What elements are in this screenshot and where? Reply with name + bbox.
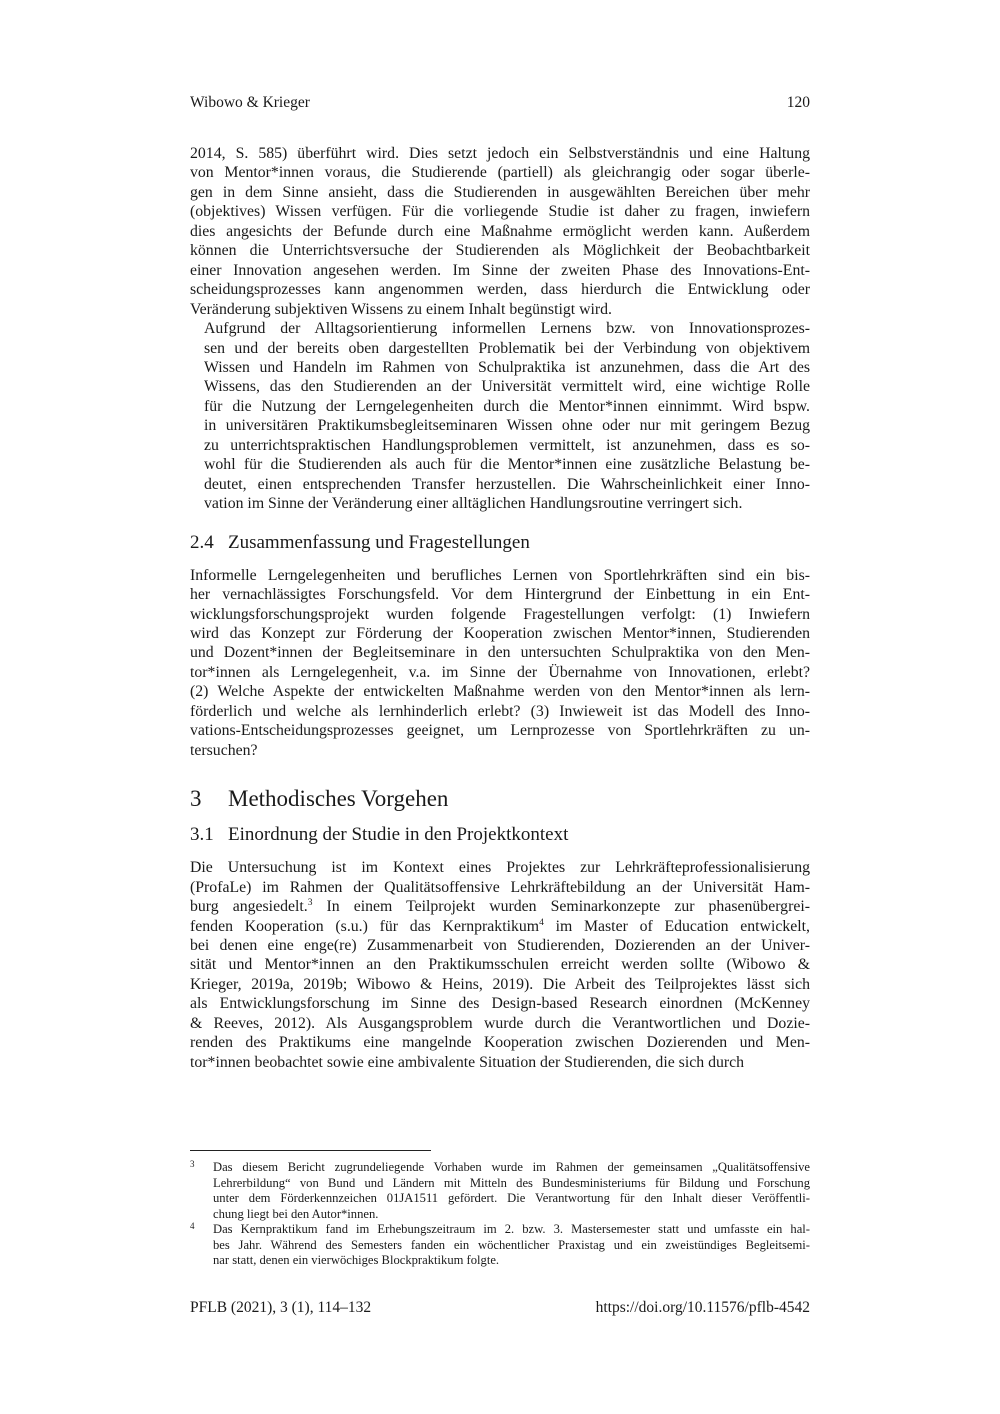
footnote-reference[interactable]: 4 [539,917,544,928]
footnote-4 [190,1222,810,1269]
paragraph [190,858,810,1072]
text-line: und Dozent*innen der Begleitseminare in den untersuchten Schulpraktika von den Men- [190,644,810,662]
text-line: förderlich und welche als lernhinderlich erlebt? (3) Inwieweit ist das Modell des Inno- [190,702,810,720]
text-line: tor*innen beobachtet sowie eine ambivalente Situation der Studierenden, die sich durch [190,1053,745,1071]
text-line: sität und Mentor*innen an den Praktikumsschulen erreicht werden sollte (Wibowo & [190,956,810,974]
text-line: einer Innovation angesehen werden. Im Sinne der zweiten Phase des Innovations-Ent- [190,261,810,279]
text-line: Informelle Lerngelegenheiten und berufliches Lernen von Sportlehrkräften sind ein bis- [190,566,810,584]
text-line: Das diesem Bericht zugrundeliegende Vorhaben wurde im Rahmen der gemeinsamen „Qualitätsoffensive [213,1160,810,1174]
text-line: wicklungsforschungsprojekt wurden folgende Fragestellungen verfolgt: (1) Inwiefern [190,605,810,623]
text-line: Das Kernpraktikum fand im Erhebungszeitraum im 2. bzw. 3. Mastersemester statt und umfasste ein hal- [213,1222,810,1236]
text-line: Die Untersuchung ist im Kontext eines Projektes zur Lehrkräfteprofessionalisierung [190,859,810,877]
footnotes [190,1160,810,1269]
text-line: von Mentor*innen voraus, die Studierende (partiell) als gleichrangig oder sogar überle- [190,164,810,182]
text-line: renden des Praktikums eine mangelnde Kooperation zwischen Dozierenden und Men- [190,1034,810,1052]
text-line: sen und der bereits oben dargestellten Problematik bei der Verbindung von objektivem [204,339,810,357]
text-line: burg angesiedelt.$^3$ In einem Teilprojekt wurden Seminarkonzepte zur phasenübergrei- [190,898,810,916]
text-line: unter dem Förderkennzeichen 01JA1511 gefördert. Die Verantwortung für den Inhalt dieser Veröffentli- [213,1191,810,1205]
text-line: Veränderung subjektiven Wissens zu einem Inhalt begünstigt wird. [190,300,612,318]
text-line: fenden Kooperation (s.u.) für das Kernpraktikum$^4$ im Master of Education entwickelt, [190,917,810,935]
text-line: & Reeves, 2012). Als Ausgangsproblem wurde durch die Verantwortlichen und Dozie- [190,1014,810,1032]
text-line: vation im Sinne der Veränderung einer alltäglichen Handlungsroutine verringert sich. [204,495,743,513]
text-line: dies angesichts der Befunde durch eine Maßnahme ermöglicht werden kann. Außerdem [190,222,810,240]
footnote-separator [190,1150,431,1151]
text-line: Krieger, 2019a, 2019b; Wibowo & Heins, 2019). Die Arbeit des Teilprojektes lässt sich [190,975,810,993]
text-line: können die Unterrichtsversuche der Studierenden als Möglichkeit der Beobachtbarkeit [190,242,810,260]
body-text [190,144,810,1072]
text-line: wird das Konzept zur Förderung der Kooperation zwischen Mentor*innen, Studierenden [190,624,810,642]
text-line: Wissens, das den Studierenden an der Universität vermittelt wird, eine wichtige Rolle [204,378,810,396]
footnote-3 [190,1160,810,1222]
text-line: Aufgrund der Alltagsorientierung informellen Lernens bzw. von Innovationsprozes- [204,320,810,338]
text-line: scheidungsprozesses kann angenommen werden, dass hierdurch die Entwicklung oder [190,281,810,299]
paragraph [190,566,810,761]
text-line: Lehrerbildung“ von Bund und Ländern mit Mitteln des Bundesministeriums für Bildung und Forschung [213,1175,810,1190]
text-line: her vernachlässigtes Forschungsfeld. Vor dem Hintergrund der Einbettung in ein Ent- [190,586,810,604]
text-line: tor*innen als Lerngelegenheit, v.a. im Sinne der Übernahme von Innovationen, erlebt? [190,663,810,681]
section-heading-3-1: 3.1 Einordnung der Studie in den Projektkontext [190,824,569,846]
text-line: tersuchen? [190,741,258,759]
footnote-mark: 3 [190,1159,195,1169]
text-line: gen in dem Sinne ansieht, dass die Studierenden in ausgewählten Bereichen über mehr [190,183,810,201]
doi-link[interactable]: https://doi.org/10.11576/pflb-4542 [595,1299,810,1316]
footnote-mark: 4 [190,1221,195,1231]
footnote-text [213,1222,810,1269]
text-line: Wissen und Handeln im Rahmen von Schulpraktika ist anzunehmen, dass die Art des [204,358,810,376]
text-line: bei denen eine enge(re) Zusammenarbeit von Studierenden, Dozierenden an der Univer- [190,936,810,954]
page-number: 120 [786,94,810,111]
section-heading-2-4: 2.4 Zusammenfassung und Fragestellungen [190,531,530,553]
text-line: nar statt, denen ein vierwöchiges Blockpraktikum folgte. [213,1253,500,1267]
paragraph [190,144,810,319]
text-line: vations-Entscheidungsprozesses geeignet, um Lernprozesse von Sportlehrkräften zu un- [190,722,810,740]
text-line: in universitären Praktikumsbegleitseminaren Wissen ohne oder nur mit geringem Bezug [204,417,810,435]
text-line: für die Nutzung der Lerngelegenheiten durch die Mentor*innen einnimmt. Wird bspw. [204,397,810,415]
text-line: bes Jahr. Während des Semesters fanden ein wöchentlicher Praxistag und ein zweistündiges Begleitsemi- [213,1237,810,1252]
footnote-reference[interactable]: 3 [307,898,313,909]
journal-citation: PFLB (2021), 3 (1), 114–132 [190,1299,372,1316]
text-line: chung liegt bei den Autor*innen. [213,1206,379,1221]
header-authors: Wibowo & Krieger [190,94,310,111]
text-line: wohl für die Studierenden als auch für die Mentor*innen eine zusätzliche Belastung be- [204,456,810,474]
footnote-text [213,1160,810,1222]
text-line: als Entwicklungsforschung im Sinne des Design-based Research einordnen (McKenney [190,995,810,1013]
text-line: zu unterrichtspraktischen Handlungsproblemen vermittelt, ist anzunehmen, dass es so- [204,436,810,454]
section-heading-3: 3 Methodisches Vorgehen [190,786,449,812]
text-line: (ProfaLe) im Rahmen der Qualitätsoffensive Lehrkräftebildung an der Universität Ham- [190,878,810,896]
text-line: (2) Welche Aspekte der entwickelten Maßnahme werden von den Mentor*innen als lern- [190,683,810,701]
text-line: 2014, S. 585) überführt wird. Dies setzt jedoch ein Selbstverständnis und eine Haltung [190,145,810,162]
paragraph [190,319,810,514]
text-line: (objektives) Wissen verfügen. Für die vorliegende Studie ist daher zu fragen, inwiefern [190,203,810,221]
text-line: deutet, einen entsprechenden Transfer herzustellen. Die Wahrscheinlichkeit einer Inno- [204,475,810,493]
